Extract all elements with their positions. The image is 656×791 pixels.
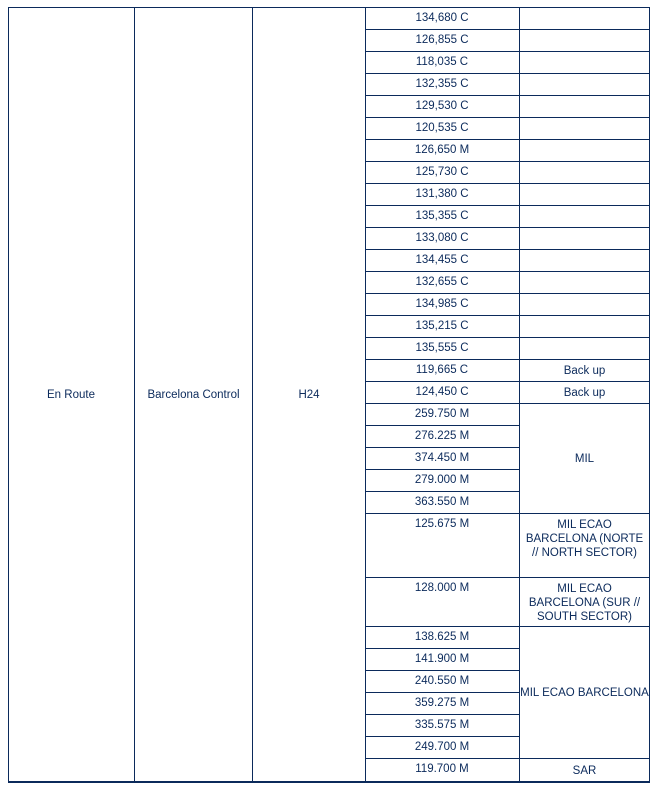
remark-row-divider <box>519 117 650 118</box>
frequency-row-divider <box>365 648 519 649</box>
frequency-value: 126,650 M <box>414 144 470 156</box>
frequency-row-divider <box>365 447 519 448</box>
frequency-value: 134,455 C <box>415 254 469 266</box>
frequency-row-divider <box>365 736 519 737</box>
frequency-value: 120,535 C <box>415 122 469 134</box>
frequency-row-divider <box>365 271 519 272</box>
frequency-row-divider <box>365 337 519 338</box>
remark-row-divider <box>519 293 650 294</box>
frequency-row-divider <box>365 293 519 294</box>
frequency-row-divider <box>365 692 519 693</box>
frequency-value: 135,555 C <box>415 342 469 354</box>
frequency-value: 335.575 M <box>414 719 470 731</box>
remark-row-divider <box>519 161 650 162</box>
frequency-row-divider <box>365 249 519 250</box>
remark-backup-2: Back up <box>563 387 606 399</box>
remark-mil-ecao-north: MIL ECAO BARCELONA (NORTE // NORTH SECTOR) <box>525 519 644 559</box>
frequency-row-divider <box>365 227 519 228</box>
frequency-value: 240.550 M <box>414 675 470 687</box>
frequency-value: 118,035 C <box>415 56 469 68</box>
frequency-row-divider <box>365 73 519 74</box>
frequency-value: 128.000 M <box>414 582 470 594</box>
frequency-value: 134,680 C <box>415 12 469 24</box>
remark-row-divider <box>519 337 650 338</box>
frequency-row-divider <box>365 714 519 715</box>
frequency-row-divider <box>365 381 519 382</box>
remark-row-divider <box>519 249 650 250</box>
hours-label: H24 <box>298 388 320 401</box>
remark-row-divider <box>519 73 650 74</box>
frequency-value: 132,655 C <box>415 276 469 288</box>
frequency-value: 126,855 C <box>415 34 469 46</box>
remark-row-divider <box>519 315 650 316</box>
hours-cell <box>253 7 365 782</box>
frequency-value: 374.450 M <box>414 452 470 464</box>
remark-row-divider <box>519 51 650 52</box>
remark-row-divider <box>519 183 650 184</box>
frequency-value: 135,215 C <box>415 320 469 332</box>
remark-row-divider <box>519 95 650 96</box>
frequency-value: 133,080 C <box>415 232 469 244</box>
remark-mil: MIL <box>574 453 595 465</box>
remark-row-divider <box>519 227 650 228</box>
frequency-row-divider <box>365 577 519 578</box>
frequency-row-divider <box>365 95 519 96</box>
remark-row-divider <box>519 139 650 140</box>
remark-mil-ecao-south: MIL ECAO BARCELONA (SUR // SOUTH SECTOR) <box>528 583 641 623</box>
frequency-row-divider <box>365 403 519 404</box>
frequency-row-divider <box>365 183 519 184</box>
remark-sar: SAR <box>572 764 597 777</box>
frequency-value: 359.275 M <box>414 697 470 709</box>
frequency-value: 259.750 M <box>414 408 470 420</box>
frequency-value: 125.675 M <box>414 518 470 530</box>
frequency-row-divider <box>365 359 519 360</box>
remark-row-divider <box>519 205 650 206</box>
remark-mil-ecao: MIL ECAO BARCELONA <box>520 686 649 699</box>
frequency-row-divider <box>365 626 519 627</box>
frequency-value: 124,450 C <box>415 386 469 398</box>
frequency-row-divider <box>365 205 519 206</box>
frequency-row-divider <box>365 139 519 140</box>
frequency-value: 249.700 M <box>414 741 470 753</box>
remark-row-divider <box>519 271 650 272</box>
frequency-value: 138.625 M <box>414 631 470 643</box>
frequency-row-divider <box>365 161 519 162</box>
remark-row-divider <box>519 29 650 30</box>
frequency-value: 363.550 M <box>414 496 470 508</box>
frequency-value: 131,380 C <box>415 188 469 200</box>
frequency-row-divider <box>365 29 519 30</box>
frequency-row-divider <box>365 315 519 316</box>
remark-backup-1: Back up <box>563 365 606 377</box>
frequency-row-divider <box>365 469 519 470</box>
frequency-value: 119,665 C <box>415 364 469 376</box>
frequency-row-divider <box>365 513 519 514</box>
frequency-value: 135,355 C <box>415 210 469 222</box>
frequency-value: 125,730 C <box>415 166 469 178</box>
service-cell <box>8 7 134 782</box>
frequency-row-divider <box>365 117 519 118</box>
frequency-value: 141.900 M <box>414 653 470 665</box>
frequency-row-divider <box>365 670 519 671</box>
frequency-row-divider <box>365 758 519 759</box>
frequency-row-divider <box>365 425 519 426</box>
unit-label: Barcelona Control <box>147 388 240 401</box>
frequency-value: 279.000 M <box>414 474 470 486</box>
frequency-row-divider <box>365 491 519 492</box>
frequency-row-divider <box>365 51 519 52</box>
service-label: En Route <box>47 388 95 401</box>
frequency-value: 119.700 M <box>415 763 469 775</box>
remark-row-divider <box>519 577 650 578</box>
frequency-value: 134,985 C <box>415 298 469 310</box>
frequency-table <box>8 7 650 782</box>
unit-cell <box>135 7 252 782</box>
frequency-value: 129,530 C <box>415 100 469 112</box>
frequency-value: 132,355 C <box>415 78 469 90</box>
frequency-value: 276.225 M <box>414 430 470 442</box>
